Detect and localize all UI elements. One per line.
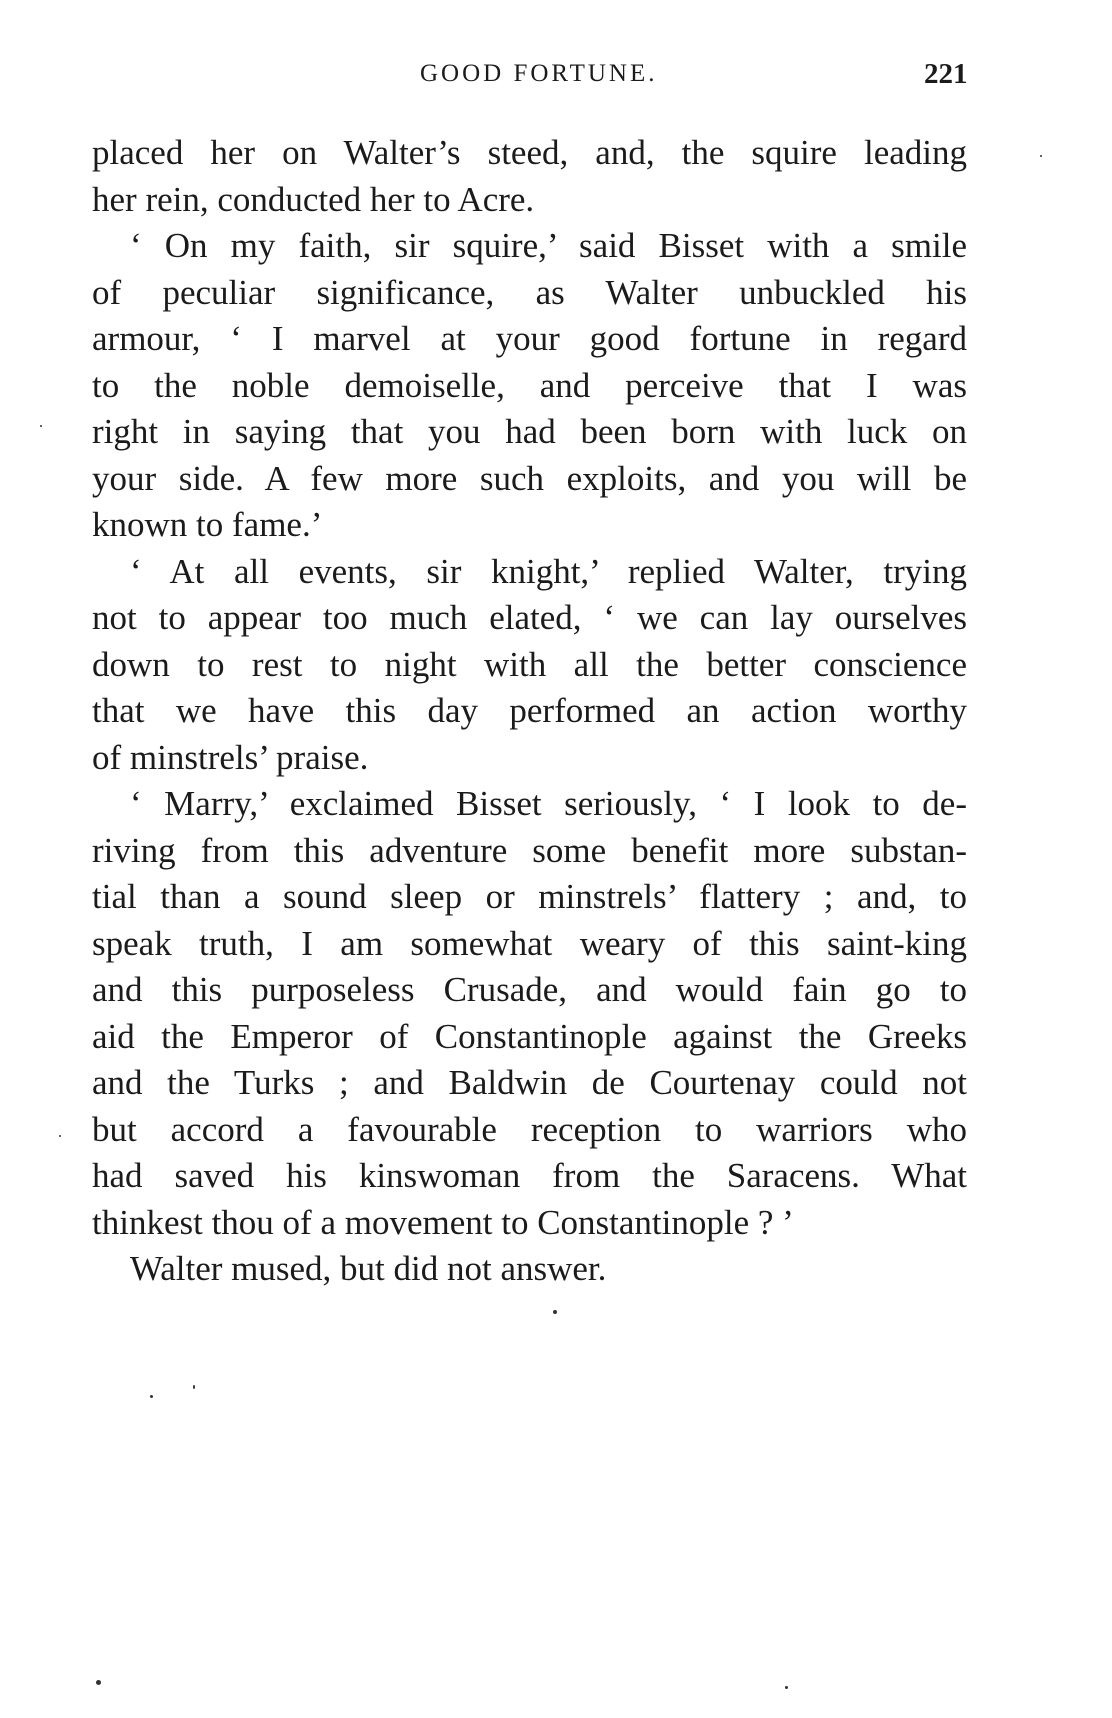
text-line: known to fame.’ <box>92 505 323 544</box>
running-title: GOOD FORTUNE. <box>420 60 658 87</box>
text-line: down to rest to night with all the better conscience <box>92 644 967 684</box>
text-line: her rein, conducted her to Acre. <box>92 179 535 219</box>
text-line: and the Turks ; and Baldwin de Courtenay could not <box>92 1063 967 1102</box>
text-line: had saved his kinswoman from the Saracens. What <box>92 1156 967 1195</box>
text-line: but accord a favourable reception to warriors who <box>92 1109 967 1149</box>
text-line: aid the Emperor of Constantinople against the Greeks <box>92 1016 967 1056</box>
text-line: right in saying that you had been born with luck on <box>92 412 967 451</box>
print-speck <box>150 1395 153 1398</box>
body-text <box>92 130 967 1293</box>
print-speck <box>785 1686 788 1689</box>
text-line: that we have this day performed an action worthy <box>92 691 967 730</box>
text-line: speak truth, I am somewhat weary of this saint-king <box>92 923 967 963</box>
text-line: ‘ On my faith, sir squire,’ said Bisset with a smile <box>130 226 967 265</box>
print-speck <box>40 425 42 427</box>
text-line: tial than a sound sleep or minstrels’ flattery ; and, to <box>92 877 967 916</box>
text-line: Walter mused, but did not answer. <box>130 1249 607 1288</box>
text-line: of minstrels’ praise. <box>92 737 369 777</box>
print-speck <box>553 1310 557 1314</box>
page-number: 221 <box>924 58 968 90</box>
text-line: of peculiar significance, as Walter unbuckled his <box>92 272 967 312</box>
text-line: to the noble demoiselle, and perceive that I was <box>92 365 967 405</box>
text-line: placed her on Walter’s steed, and, the squire leading <box>92 133 967 172</box>
print-speck <box>1040 155 1042 157</box>
running-head <box>0 56 1112 96</box>
text-line: thinkest thou of a movement to Constantinople ? ’ <box>92 1202 794 1242</box>
print-speck <box>96 1680 101 1685</box>
text-line: and this purposeless Crusade, and would fain go to <box>92 970 967 1009</box>
text-line: riving from this adventure some benefit more substan- <box>92 830 967 870</box>
print-speck <box>193 1385 195 1389</box>
text-line: ‘ Marry,’ exclaimed Bisset seriously, ‘ I look to de- <box>130 784 967 823</box>
print-speck <box>59 1135 61 1137</box>
text-line: not to appear too much elated, ‘ we can lay ourselves <box>92 598 967 637</box>
text-line: your side. A few more such exploits, and you will be <box>92 458 967 498</box>
text-line: ‘ At all events, sir knight,’ replied Walter, trying <box>130 551 967 591</box>
text-line: armour, ‘ I marvel at your good fortune in regard <box>92 319 967 358</box>
